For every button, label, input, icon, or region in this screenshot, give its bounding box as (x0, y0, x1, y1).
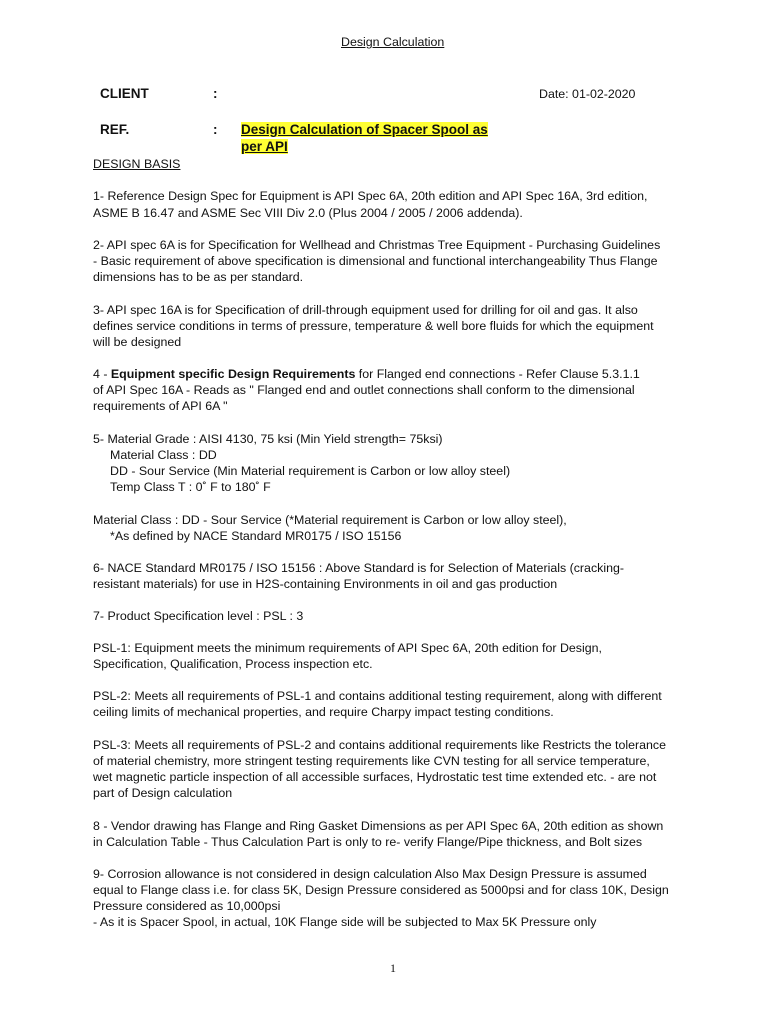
p5-line2: Material Class : DD (110, 448, 217, 462)
psl3-line2: of material chemistry, more stringent testing requirements like CVN testing for all service temperature, (93, 754, 650, 768)
material-class-line2: *As defined by NACE Standard MR0175 / ISO 15156 (110, 529, 402, 543)
p4-line1: 4 - Equipment specific Design Requirements for Flanged end connections - Refer Clause 5.3.1.1 (93, 367, 640, 381)
p8-line2: in Calculation Table - Thus Calculation Part is only to re- verify Flange/Pipe thickness, and Bolt sizes (93, 835, 643, 849)
psl2-line1: PSL-2: Meets all requirements of PSL-1 and contains additional testing requirement, along with different (93, 689, 662, 703)
psl1-line2: Specification, Qualification, Process inspection etc. (93, 657, 373, 671)
p2-line3: dimensions has to be as per standard. (93, 270, 304, 284)
p6-line1: 6- NACE Standard MR0175 / ISO 15156 : Above Standard is for Selection of Materials (cracking- (93, 561, 624, 575)
p5-line3: DD - Sour Service (Min Material requirement is Carbon or low alloy steel) (110, 464, 511, 478)
p9-line1: 9- Corrosion allowance is not considered in design calculation Also Max Design Pressure is assumed (93, 867, 647, 881)
p3-line1: 3- API spec 16A is for Specification of drill-through equipment used for drilling for oil and gas. It also (93, 303, 638, 317)
p2-line2: - Basic requirement of above specification is dimensional and functional interchangeability Thus Flange (93, 254, 658, 268)
p9-line2: equal to Flange class i.e. for class 5K, Design Pressure considered as 5000psi and for class 10K, Design (93, 883, 669, 897)
ref-colon: : (213, 122, 218, 137)
p9-line3: Pressure considered as 10,000psi (93, 899, 281, 913)
client-label: CLIENT (100, 86, 149, 101)
p1-line2: ASME B 16.47 and ASME Sec VIII Div 2.0 (Plus 2004 / 2005 / 2006 addenda). (93, 206, 523, 220)
ref-title-line1: Design Calculation of Spacer Spool as (241, 122, 488, 137)
ref-label: REF. (100, 122, 130, 137)
page-number: 1 (390, 961, 396, 975)
psl2-line2: ceiling limits of mechanical properties, and require Charpy impact testing conditions. (93, 705, 554, 719)
psl1-line1: PSL-1: Equipment meets the minimum requirements of API Spec 6A, 20th edition for Design, (93, 641, 602, 655)
p9-line4: - As it is Spacer Spool, in actual, 10K Flange side will be subjected to Max 5K Pressure only (93, 915, 597, 929)
p7-line1: 7- Product Specification level : PSL : 3 (93, 609, 304, 623)
p3-line3: will be designed (93, 335, 182, 349)
p4-line3: requirements of API 6A " (93, 399, 228, 413)
psl3-line1: PSL-3: Meets all requirements of PSL-2 and contains additional requirements like Restricts the tolerance (93, 738, 667, 752)
date-text: Date: 01-02-2020 (539, 87, 636, 101)
p8-line1: 8 - Vendor drawing has Flange and Ring Gasket Dimensions as per API Spec 6A, 20th edition as shown (93, 819, 664, 833)
p5-line4: Temp Class T : 0˚ F to 180˚ F (110, 480, 271, 494)
client-colon: : (213, 86, 218, 101)
p2-line1: 2- API spec 6A is for Specification for Wellhead and Christmas Tree Equipment - Purchasing Guidelines (93, 238, 661, 252)
psl3-line3: wet magnetic particle inspection of all accessible surfaces, Hydrostatic test time extended etc. - are not (93, 770, 657, 784)
ref-title-line2: per API (241, 139, 288, 154)
design-basis-heading: DESIGN BASIS (93, 157, 181, 171)
p3-line2: defines service conditions in terms of pressure, temperature & well bore fluids for which the equipment (93, 319, 654, 333)
p1-line1: 1- Reference Design Spec for Equipment is API Spec 6A, 20th edition and API Spec 16A, 3rd edition, (93, 189, 648, 203)
p6-line2: resistant materials) for use in H2S-containing Environments in oil and gas production (93, 577, 558, 591)
page-title: Design Calculation (341, 35, 445, 49)
p4-line2: of API Spec 16A - Reads as " Flanged end and outlet connections shall conform to the dimensional (93, 383, 635, 397)
p5-line1: 5- Material Grade : AISI 4130, 75 ksi (Min Yield strength= 75ksi) (93, 432, 443, 446)
material-class-line1: Material Class : DD - Sour Service (*Material requirement is Carbon or low alloy steel), (93, 513, 567, 527)
psl3-line4: part of Design calculation (93, 786, 233, 800)
